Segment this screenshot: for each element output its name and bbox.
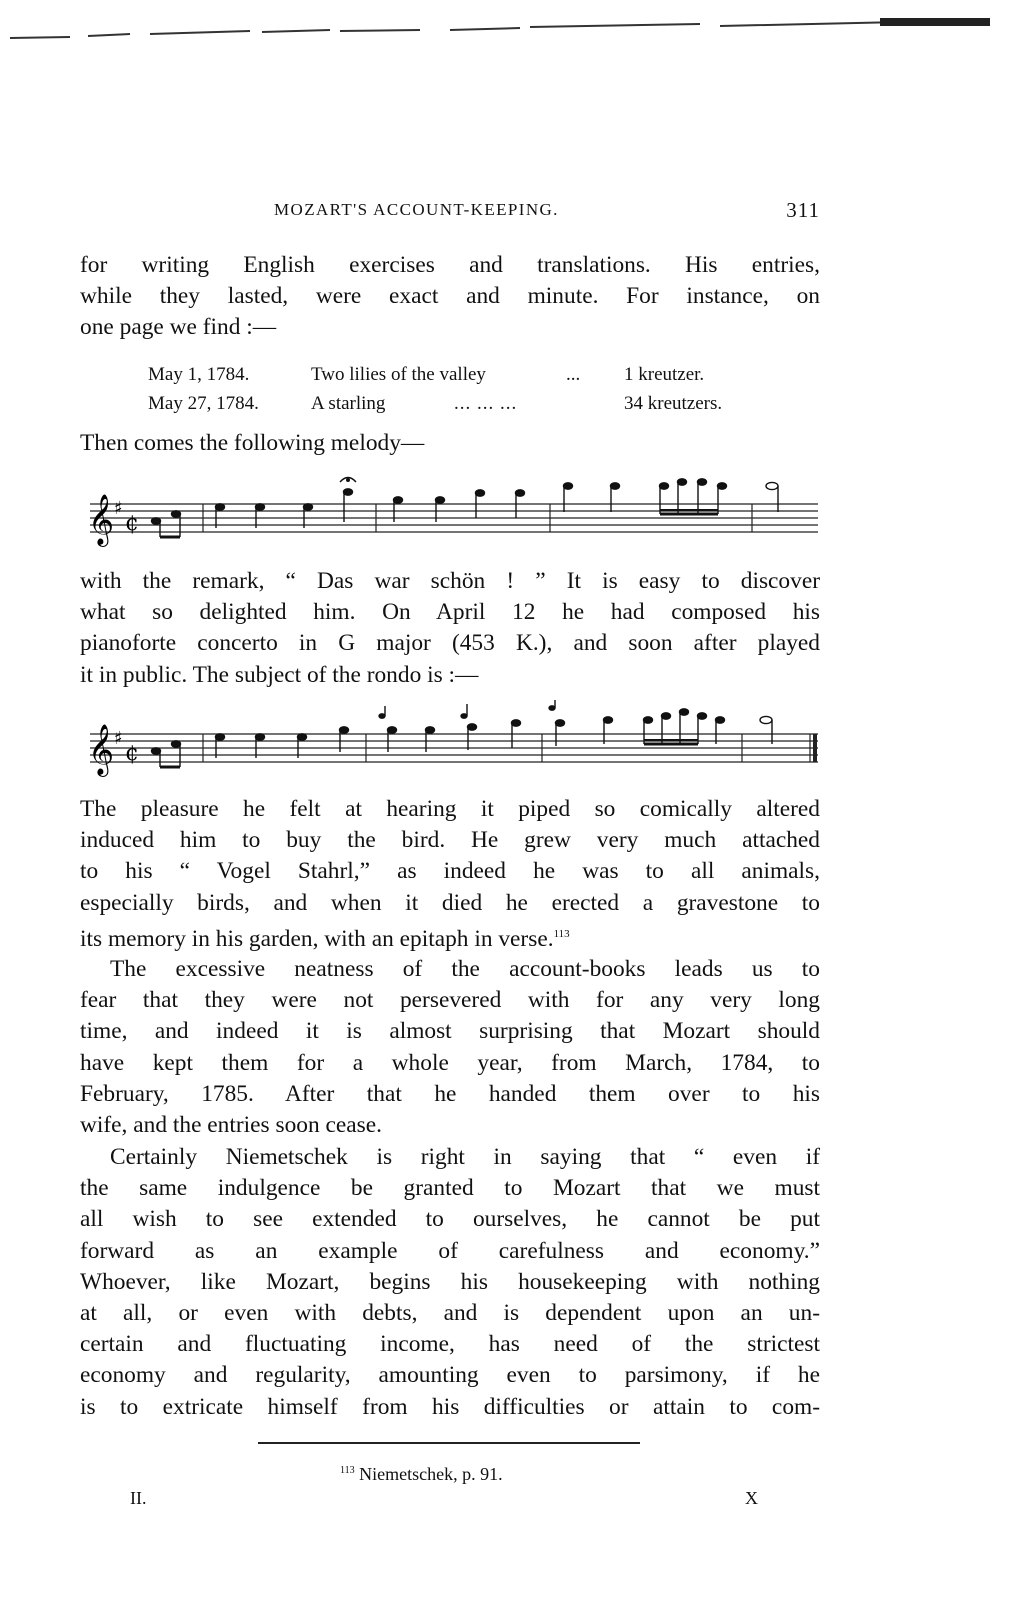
paragraph-5 — [80, 954, 820, 1141]
text-line: to his “ Vogel Stahrl,” as indeed he was to all animals, — [80, 858, 820, 885]
footnote — [340, 1464, 503, 1485]
footnote-number: 113 — [340, 1465, 355, 1476]
page-number: 311 — [786, 198, 820, 222]
text-line: certain and fluctuating income, has need of the strictest — [80, 1331, 820, 1358]
volume-signature: II. — [130, 1488, 147, 1508]
treble-clef-icon: 𝄞 — [88, 494, 115, 545]
text-line: wife, and the entries soon cease. — [80, 1112, 383, 1139]
text-line: one page we find :— — [80, 314, 277, 341]
account-entry — [148, 360, 768, 389]
text-line: fear that they were not persevered with for any very long — [80, 987, 820, 1014]
text-line: the same indulgence be granted to Mozart that we must — [80, 1175, 820, 1202]
text-line: with the remark, “ Das war schön ! ” It is easy to discover — [80, 568, 820, 594]
key-signature: ♯ — [114, 728, 123, 749]
account-entry — [148, 389, 768, 418]
time-signature: ¢ — [125, 741, 139, 766]
entry-item: A starling — [311, 393, 386, 414]
text-line: The pleasure he felt at hearing it piped so comically altered — [80, 796, 820, 822]
entry-date: May 1, 1784. — [148, 364, 250, 385]
text-line: at all, or even with debts, and is dependent upon an un- — [80, 1300, 820, 1327]
text-line: pianoforte concerto in G major (453 K.), and soon after played — [80, 630, 820, 657]
text-line: have kept them for a whole year, from March, 1784, to — [80, 1049, 820, 1076]
text-line: while they lasted, were exact and minute. For instance, on — [80, 283, 820, 310]
entry-dots: ... — [566, 364, 581, 385]
account-entries — [148, 360, 768, 418]
entry-dots: ... ... ... — [454, 393, 518, 414]
text-line: it in public. The subject of the rondo is :— — [80, 661, 479, 688]
footnote-divider — [258, 1442, 640, 1444]
time-signature: ¢ — [125, 511, 139, 536]
paragraph-4 — [80, 794, 820, 955]
text-line: is to extricate himself from his difficulties or attain to com- — [80, 1393, 820, 1420]
melody-notes — [152, 478, 779, 538]
running-header — [80, 198, 820, 228]
footnote-text: Niemetschek, p. 91. — [359, 1464, 503, 1484]
entry-date: May 27, 1784. — [148, 393, 259, 414]
text-line: for writing English exercises and translations. His entries, — [80, 252, 820, 278]
signature-letter: X — [745, 1488, 758, 1508]
text-line: Certainly Niemetschek is right in saying that “ even if — [110, 1144, 820, 1170]
entry-cost: 1 kreutzer. — [624, 364, 705, 385]
text-line: February, 1785. After that he handed them over to his — [80, 1080, 820, 1107]
paragraph-1 — [80, 250, 820, 344]
key-signature: ♯ — [114, 498, 123, 519]
running-title: MOZART'S ACCOUNT-KEEPING. — [274, 200, 559, 219]
text-line: economy and regularity, amounting even to parsimony, if he — [80, 1362, 820, 1389]
text-line-content: its memory in his garden, with an epitaph in verse. — [80, 925, 554, 952]
text-line: induced him to buy the bird. He grew very much attached — [80, 827, 820, 854]
text-line: Whoever, like Mozart, begins his housekeeping with nothing — [80, 1268, 820, 1295]
paragraph-6 — [80, 1142, 820, 1423]
text-line: The excessive neatness of the account-books leads us to — [110, 956, 820, 982]
scan-edge-artifact — [0, 10, 1034, 40]
rondo-staff — [80, 700, 820, 790]
text-line: forward as an example of carefulness and economy.” — [80, 1237, 820, 1264]
text-line — [80, 919, 820, 955]
treble-clef-icon: 𝄞 — [88, 724, 115, 775]
text-line: especially birds, and when it died he erected a gravestone to — [80, 889, 820, 916]
melody-staff-1 — [80, 470, 820, 560]
text-line: all wish to see extended to ourselves, he cannot be put — [80, 1206, 820, 1233]
text-line: what so delighted him. On April 12 he had composed his — [80, 599, 820, 626]
entry-cost: 34 kreutzers. — [624, 393, 723, 414]
entry-item: Two lilies of the valley — [311, 364, 486, 385]
paragraph-3 — [80, 566, 820, 691]
footnote-reference[interactable]: 113 — [553, 927, 570, 940]
text-line: time, and indeed it is almost surprising that Mozart should — [80, 1018, 820, 1045]
paragraph-2 — [80, 428, 820, 459]
text-line: Then comes the following melody— — [80, 430, 425, 456]
